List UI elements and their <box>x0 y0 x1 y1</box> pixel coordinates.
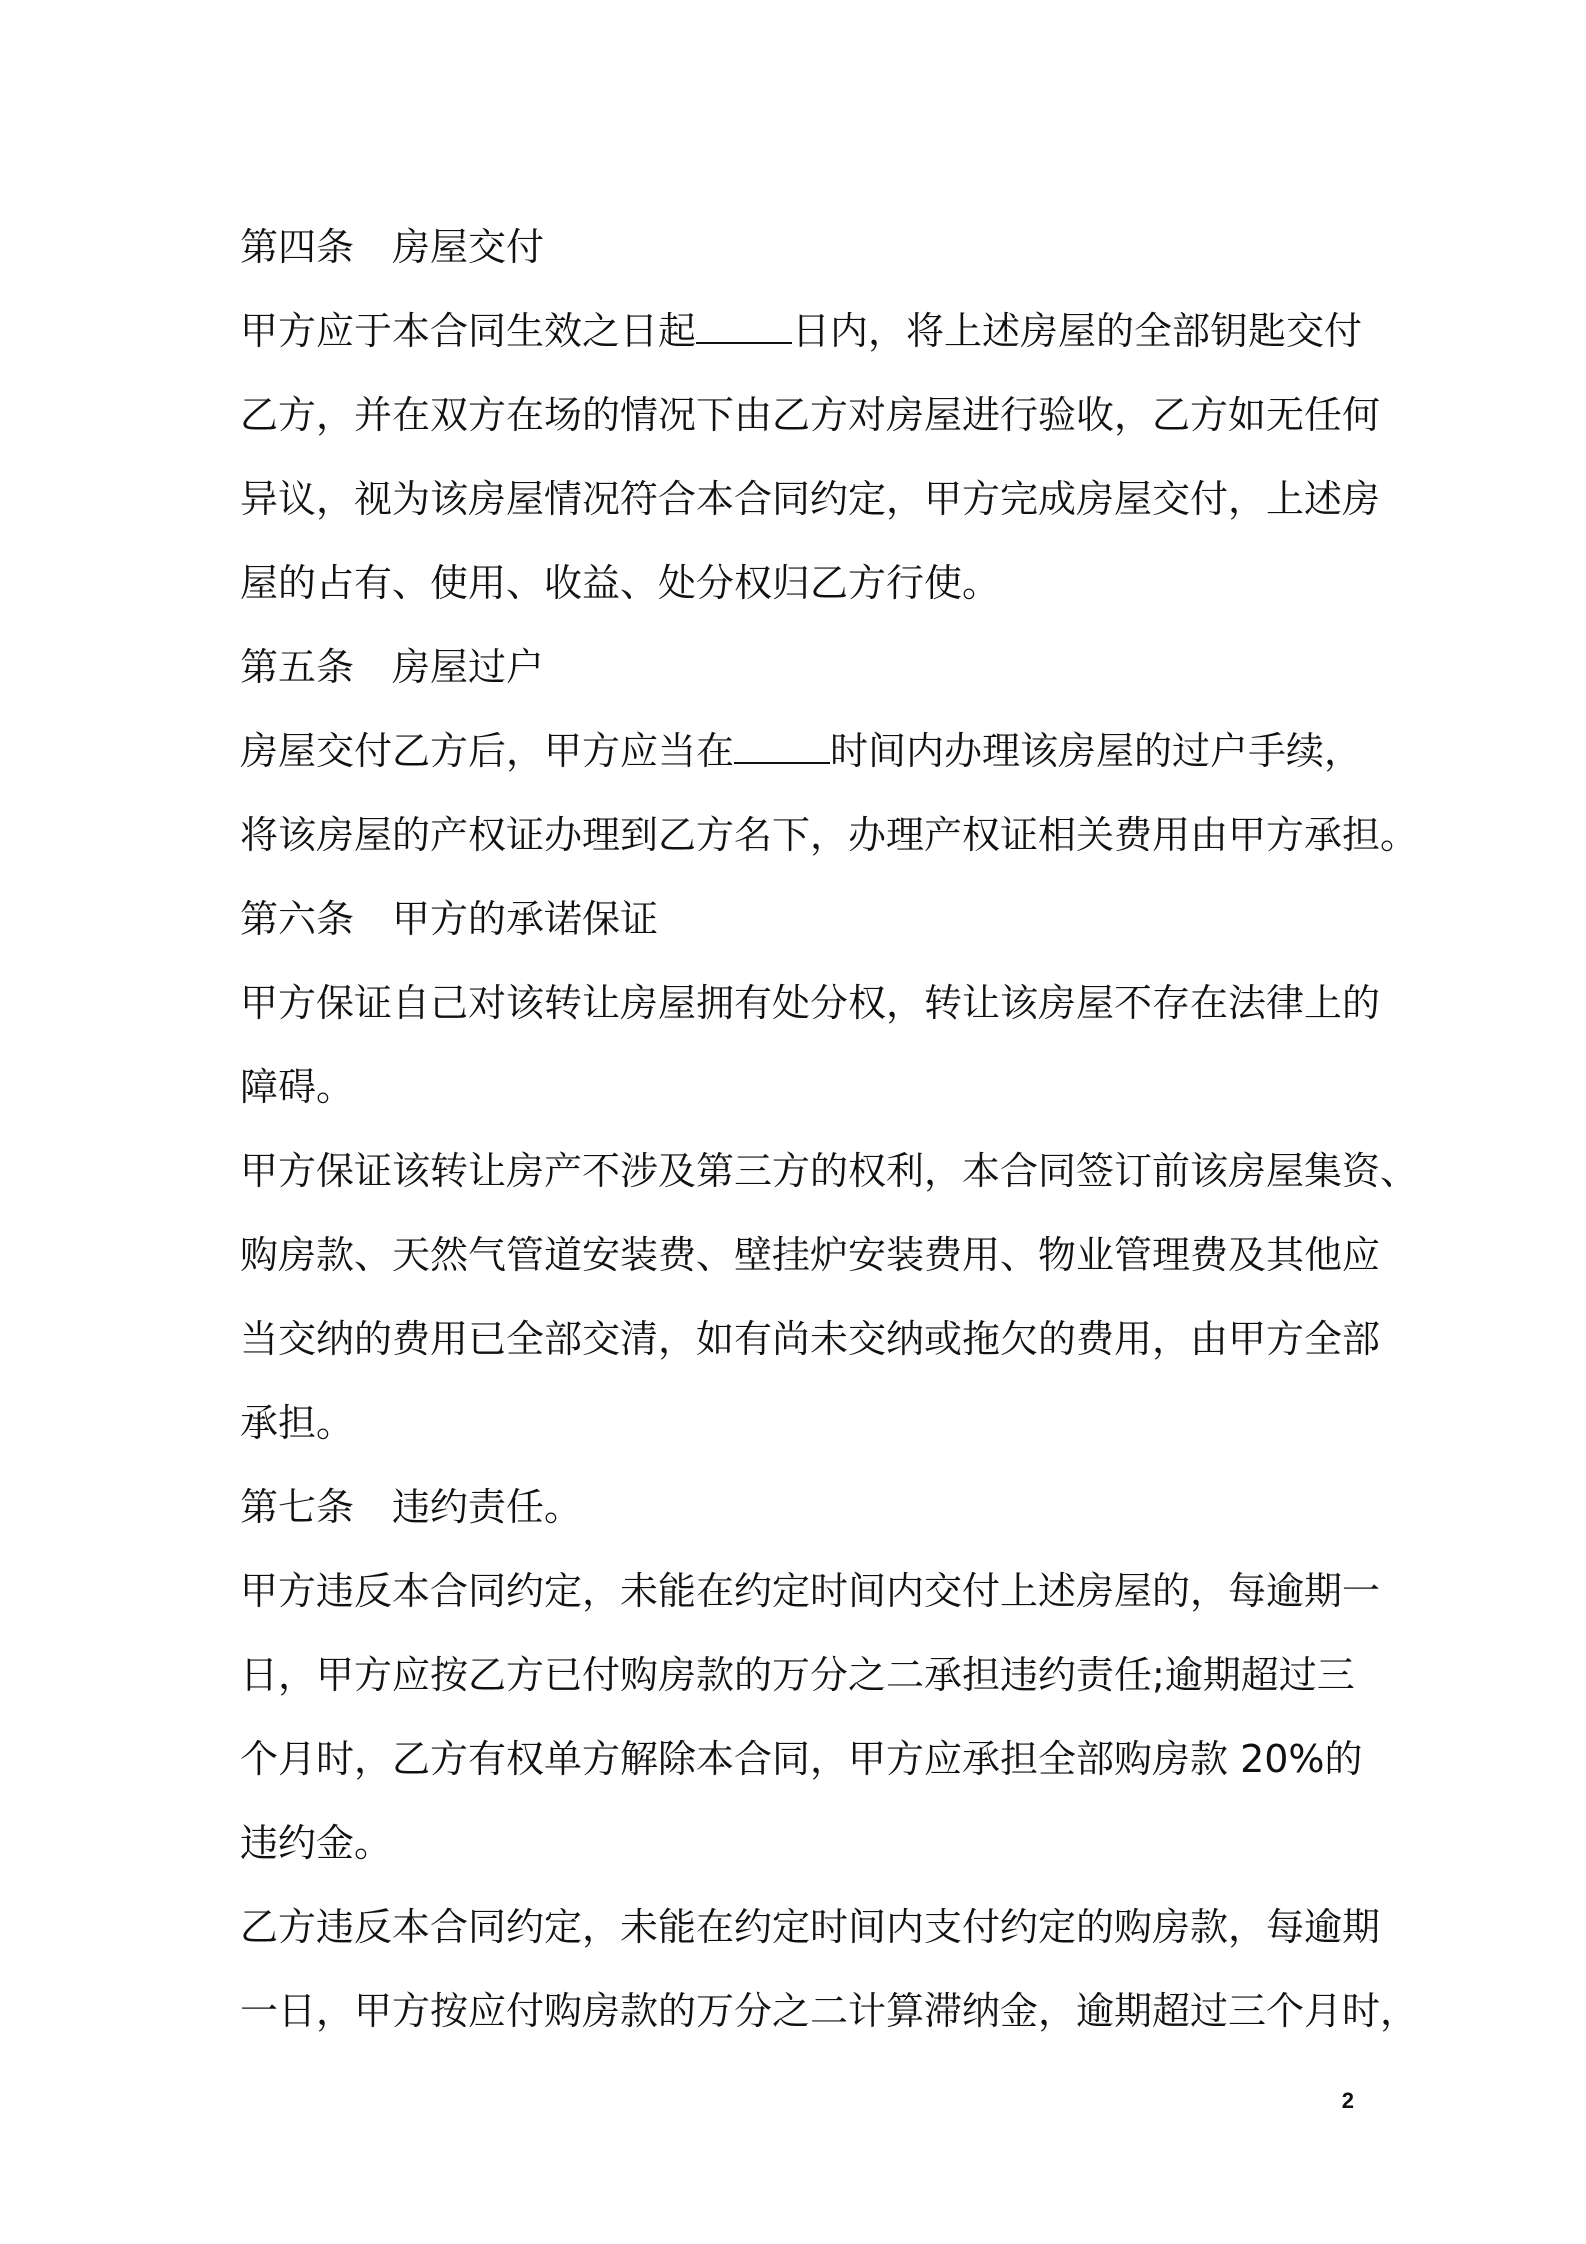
article-6-line-3: 甲方保证该转让房产不涉及第三方的权利，本合同签订前该房屋集资、 <box>240 1149 1419 1193</box>
article-7-line-4: 违约金。 <box>240 1821 393 1865</box>
article-5-line-1-part-b: 时间内办理该房屋的过户手续， <box>830 729 1363 773</box>
article-4-heading: 第四条 房屋交付 <box>240 225 545 269</box>
article-6-line-5: 当交纳的费用已全部交清，如有尚未交纳或拖欠的费用，由甲方全部 <box>240 1317 1381 1361</box>
article-6-line-4: 购房款、天然气管道安装费、壁挂炉安装费用、物业管理费及其他应 <box>240 1233 1381 1277</box>
article-4-line-1-part-a: 甲方应于本合同生效之日起 <box>240 309 697 353</box>
article-7-line-6: 一日，甲方按应付购房款的万分之二计算滞纳金，逾期超过三个月时， <box>240 1989 1419 2033</box>
transfer-time-blank <box>734 732 830 764</box>
article-5-line-1-part-a: 房屋交付乙方后，甲方应当在 <box>240 729 735 773</box>
article-5-line-2: 将该房屋的产权证办理到乙方名下，办理产权证相关费用由甲方承担。 <box>240 813 1419 857</box>
article-5-heading: 第五条 房屋过户 <box>240 645 545 689</box>
page-number: 2 <box>1341 2088 1354 2113</box>
article-5-line-1 <box>240 709 1370 793</box>
article-6-line-1: 甲方保证自己对该转让房屋拥有处分权，转让该房屋不存在法律上的 <box>240 981 1381 1025</box>
article-6-line-2: 障碍。 <box>240 1065 355 1109</box>
article-4-line-1 <box>240 289 1370 373</box>
article-7-heading: 第七条 违约责任。 <box>240 1485 583 1529</box>
article-4-line-4: 屋的占有、使用、收益、处分权归乙方行使。 <box>240 561 1001 605</box>
article-7-line-1: 甲方违反本合同约定，未能在约定时间内交付上述房屋的，每逾期一 <box>240 1569 1381 1613</box>
article-7-line-2: 日，甲方应按乙方已付购房款的万分之二承担违约责任;逾期超过三 <box>240 1653 1355 1697</box>
delivery-days-blank <box>696 312 792 344</box>
article-6-heading: 第六条 甲方的承诺保证 <box>240 897 659 941</box>
article-6-line-6: 承担。 <box>240 1401 355 1445</box>
article-4-line-3: 异议，视为该房屋情况符合本合同约定，甲方完成房屋交付，上述房 <box>240 477 1381 521</box>
document-body <box>240 205 1419 2053</box>
article-7-line-3: 个月时，乙方有权单方解除本合同，甲方应承担全部购房款 20%的 <box>240 1737 1363 1781</box>
article-4-line-1-part-b: 日内，将上述房屋的全部钥匙交付 <box>792 309 1363 353</box>
article-4-line-2: 乙方，并在双方在场的情况下由乙方对房屋进行验收，乙方如无任何 <box>240 393 1381 437</box>
article-7-line-5: 乙方违反本合同约定，未能在约定时间内支付约定的购房款，每逾期 <box>240 1905 1381 1949</box>
